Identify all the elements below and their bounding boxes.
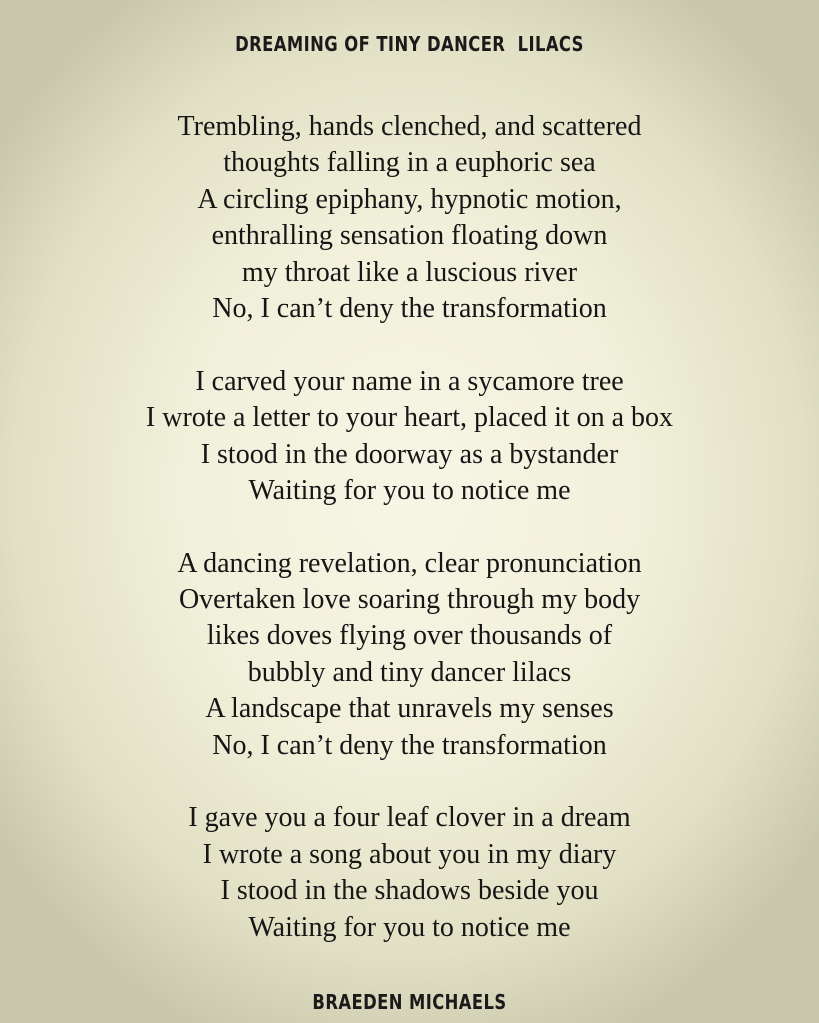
- stanza-3: [0, 546, 819, 764]
- stanza-2: [0, 364, 819, 510]
- poem-line: A circling epiphany, hypnotic motion,: [197, 183, 622, 215]
- poem-line: I carved your name in a sycamore tree: [195, 365, 624, 397]
- stanza-1: [0, 109, 819, 327]
- poem-line: I stood in the shadows beside you: [220, 875, 599, 907]
- poem-line: my throat like a luscious river: [241, 256, 578, 288]
- stanza-4: [0, 800, 819, 946]
- poem-line: A landscape that unravels my senses: [205, 693, 614, 725]
- poem-line: enthralling sensation floating down: [211, 220, 608, 252]
- poem-line: Waiting for you to notice me: [248, 911, 571, 943]
- poem-line: I stood in the doorway as a bystander: [200, 438, 619, 470]
- poem-line: I wrote a song about you in my diary: [202, 838, 617, 870]
- poem-line: I gave you a four leaf clover in a dream: [188, 802, 631, 834]
- poem-line: No, I can’t deny the transformation: [212, 729, 607, 761]
- poem-line: bubbly and tiny dancer lilacs: [247, 656, 572, 688]
- poem-line: No, I can’t deny the transformation: [212, 292, 607, 324]
- poem-line: likes doves flying over thousands of: [206, 620, 613, 652]
- poem-line: Waiting for you to notice me: [248, 474, 571, 506]
- author-name: BRAEDEN MICHAELS: [312, 990, 507, 1014]
- poem-body: [0, 109, 819, 946]
- poem-line: A dancing revelation, clear pronunciation: [177, 547, 642, 579]
- poem-line: I wrote a letter to your heart, placed it on a box: [145, 402, 674, 434]
- poem-line: Trembling, hands clenched, and scattered: [177, 111, 642, 142]
- poem-line: thoughts falling in a euphoric sea: [223, 147, 596, 179]
- poem-line: Overtaken love soaring through my body: [178, 584, 641, 616]
- poem-title: DREAMING OF TINY DANCER LILACS: [235, 32, 584, 56]
